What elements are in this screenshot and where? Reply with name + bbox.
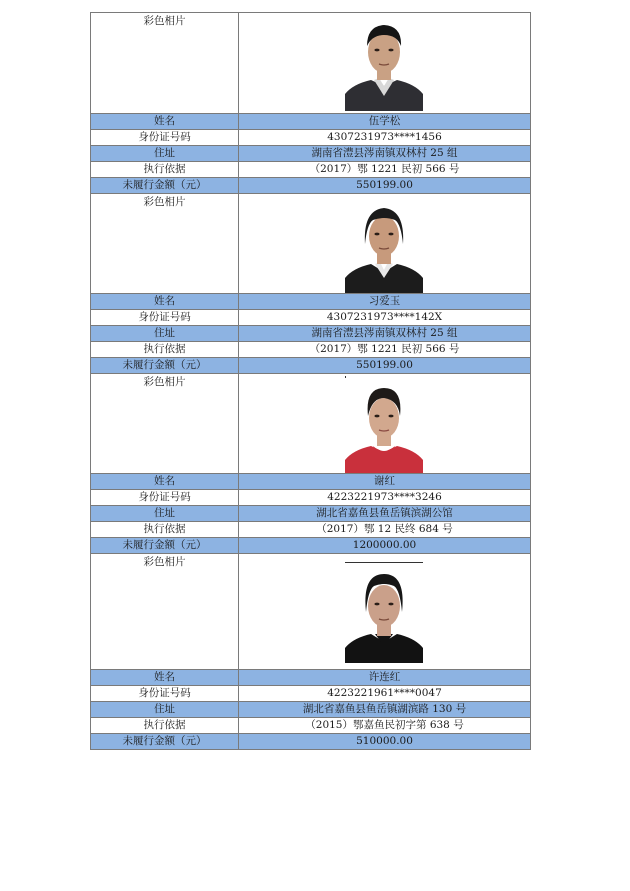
basis-value: （2015）鄂嘉鱼民初字第 638 号 [239,718,531,734]
address-label: 住址 [91,506,239,522]
address-row [91,702,531,718]
portrait-photo [345,568,423,663]
amount-value: 550199.00 [239,358,531,374]
id-label: 身份证号码 [91,310,239,326]
amount-value: 550199.00 [239,178,531,194]
id-row [91,310,531,326]
address-value: 湖北省嘉鱼县鱼岳镇滨湖公馆 [239,506,531,522]
photo-eye-left [374,49,379,52]
photo-eye-right [388,49,393,52]
amount-label: 未履行金额（元） [91,358,239,374]
id-label: 身份证号码 [91,130,239,146]
basis-value: （2017）鄂 12 民终 684 号 [239,522,531,538]
address-value: 湖北省嘉鱼县鱼岳镇湖滨路 130 号 [239,702,531,718]
basis-row [91,718,531,734]
name-row [91,114,531,130]
photo-face [369,398,399,438]
photo-cell [239,554,531,670]
photo-eye-left [374,603,379,606]
id-row [91,490,531,506]
amount-row [91,538,531,554]
name-row [91,670,531,686]
photo-eye-left [375,233,380,236]
address-row [91,326,531,342]
name-row [91,294,531,310]
basis-row [91,522,531,538]
portrait-image [345,198,423,293]
address-value: 湖南省澧县涔南镇双林村 25 组 [239,146,531,162]
photo-face [368,585,400,627]
name-value: 伍学松 [239,114,531,130]
amount-row [91,178,531,194]
amount-value: 1200000.00 [239,538,531,554]
amount-label: 未履行金额（元） [91,538,239,554]
basis-label: 执行依据 [91,718,239,734]
photo-row [91,554,531,670]
photo-row [91,13,531,114]
amount-row [91,358,531,374]
basis-row [91,162,531,178]
photo-label: 彩色相片 [91,554,239,670]
photo-edge-line [345,562,423,563]
portrait-photo [345,198,423,293]
photo-eye-left [375,415,380,418]
name-label: 姓名 [91,474,239,490]
address-row [91,146,531,162]
id-value: 4307231973****1456 [239,130,531,146]
amount-row [91,734,531,750]
name-row [91,474,531,490]
basis-value: （2017）鄂 1221 民初 566 号 [239,342,531,358]
address-value: 湖南省澧县涔南镇双林村 25 组 [239,326,531,342]
portrait-image [345,378,423,473]
portrait-photo [345,16,423,111]
address-label: 住址 [91,702,239,718]
photo-cell [239,374,531,474]
amount-label: 未履行金额（元） [91,734,239,750]
basis-label: 执行依据 [91,162,239,178]
id-value: 4307231973****142X [239,310,531,326]
id-row [91,130,531,146]
photo-eye-right [389,233,394,236]
basis-value: （2017）鄂 1221 民初 566 号 [239,162,531,178]
amount-value: 510000.00 [239,734,531,750]
photo-label: 彩色相片 [91,374,239,474]
name-label: 姓名 [91,670,239,686]
id-row [91,686,531,702]
debtor-list-sheet [90,12,531,750]
address-label: 住址 [91,146,239,162]
photo-eye-right [389,415,394,418]
name-value: 习爱玉 [239,294,531,310]
photo-cell [239,13,531,114]
photo-label: 彩色相片 [91,13,239,114]
address-row [91,506,531,522]
basis-row [91,342,531,358]
photo-face [369,216,399,256]
address-label: 住址 [91,326,239,342]
portrait-photo [345,378,423,473]
name-label: 姓名 [91,294,239,310]
id-label: 身份证号码 [91,686,239,702]
id-value: 4223221961****0047 [239,686,531,702]
photo-row [91,374,531,474]
photo-eye-right [388,603,393,606]
name-label: 姓名 [91,114,239,130]
id-label: 身份证号码 [91,490,239,506]
amount-label: 未履行金额（元） [91,178,239,194]
portrait-image [345,568,423,663]
photo-label: 彩色相片 [91,194,239,294]
photo-row [91,194,531,294]
basis-label: 执行依据 [91,522,239,538]
id-value: 4223221973****3246 [239,490,531,506]
portrait-image [345,16,423,111]
basis-label: 执行依据 [91,342,239,358]
name-value: 许连红 [239,670,531,686]
name-value: 谢红 [239,474,531,490]
photo-cell [239,194,531,294]
debtor-table [90,12,531,750]
